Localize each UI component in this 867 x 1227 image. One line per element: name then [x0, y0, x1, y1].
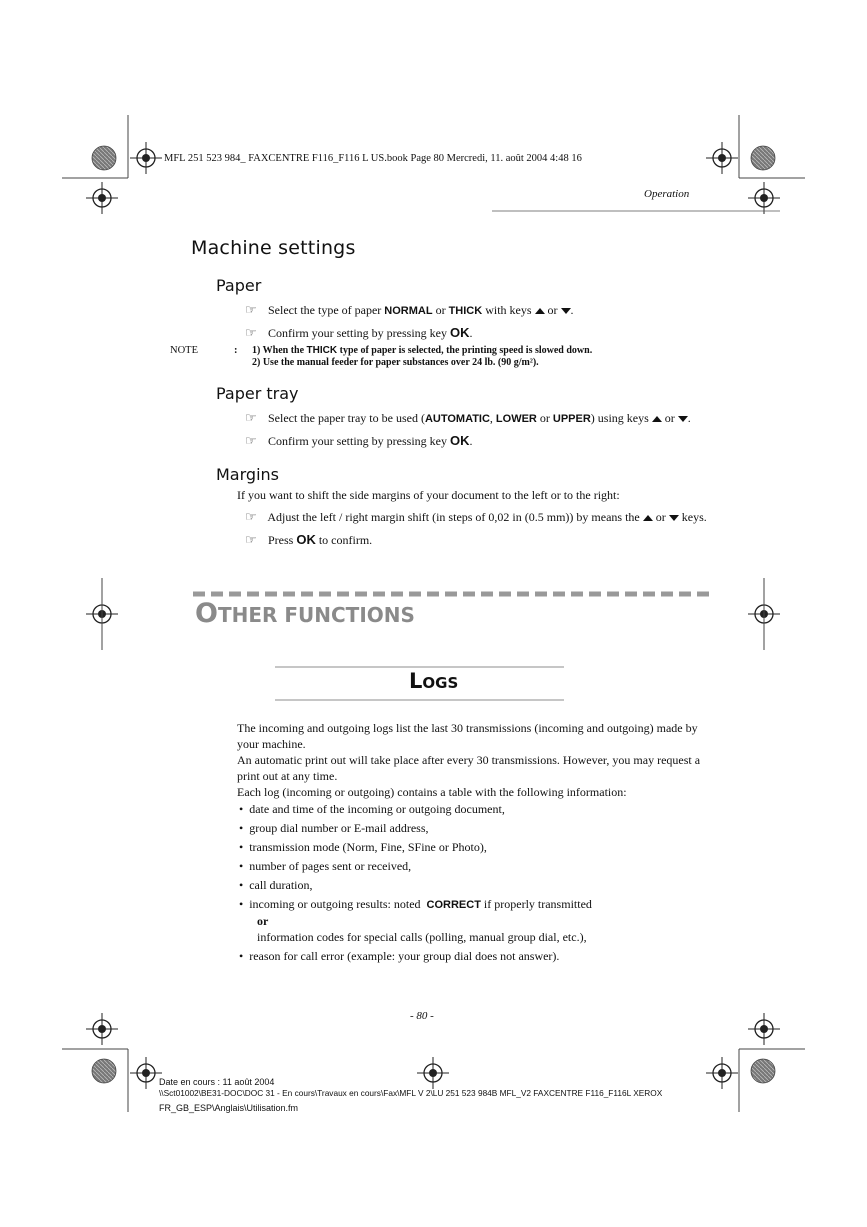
note-label: NOTE — [170, 345, 198, 356]
margins-intro: If you want to shift the side margins of your document to the left or to the right: — [237, 488, 620, 502]
down-arrow-key-icon — [561, 308, 571, 314]
pointing-hand-icon: ☞ — [245, 302, 257, 317]
down-arrow-key-icon — [669, 515, 679, 521]
footer-date: Date en cours : 11 août 2004 — [159, 1077, 275, 1087]
subsection-title-paper-tray: Paper tray — [216, 384, 299, 403]
list-item: • number of pages sent or received, — [239, 859, 412, 873]
pointing-hand-icon: ☞ — [245, 532, 257, 547]
chapter-title-other-functions: OTHER FUNCTIONS — [195, 598, 415, 629]
down-arrow-key-icon — [678, 416, 688, 422]
running-title: Operation — [644, 188, 690, 200]
list-item: • incoming or outgoing results: noted CORRECT if properly transmitted or information codes for special calls (polling, manual group dial, etc.), — [239, 897, 592, 944]
logs-info-list — [239, 801, 709, 967]
up-arrow-key-icon — [535, 308, 545, 314]
pointing-hand-icon: ☞ — [245, 433, 257, 448]
pointing-hand-icon: ☞ — [245, 410, 257, 425]
paper-tray-step-1: ☞ Select the paper tray to be used (AUTOMATIC, LOWER or UPPER) using keys or . — [245, 410, 691, 425]
note-colon: : — [234, 345, 238, 356]
list-item: • call duration, — [239, 878, 313, 892]
subsection-title-paper: Paper — [216, 276, 262, 295]
logs-paragraph-2: An automatic print out will take place after every 30 transmissions. However, you may request a print out at any time. — [237, 753, 701, 783]
section-title-machine-settings: Machine settings — [191, 237, 356, 259]
logs-paragraph-3: Each log (incoming or outgoing) contains a table with the following information: — [237, 785, 627, 799]
book-file-line: MFL 251 523 984_ FAXCENTRE F116_F116 L US.book Page 80 Mercredi, 11. août 2004 4:48 16 — [164, 153, 582, 164]
list-item: • transmission mode (Norm, Fine, SFine or Photo), — [239, 840, 487, 854]
margins-step-2: ☞ Press OK to confirm. — [245, 532, 373, 547]
list-item: • group dial number or E-mail address, — [239, 821, 429, 835]
footer-path-2: FR_GB_ESP\Anglais\Utilisation.fm — [159, 1103, 299, 1113]
paper-step-1: ☞ Select the type of paper NORMAL or THICK with keys or . — [245, 302, 574, 317]
section-title-logs: LOGS — [409, 669, 459, 693]
subsection-title-margins: Margins — [216, 465, 279, 484]
note-line-2: 2) Use the manual feeder for paper substances over 24 lb. (90 g/m²). — [252, 357, 539, 368]
margins-step-1: ☞ Adjust the left / right margin shift (in steps of 0,02 in (0.5 mm)) by means the or keys. — [245, 509, 707, 524]
pointing-hand-icon: ☞ — [245, 325, 257, 340]
note-line-1: 1) When the THICK type of paper is selected, the printing speed is slowed down. — [252, 345, 593, 356]
paper-tray-step-2: ☞ Confirm your setting by pressing key OK. — [245, 433, 473, 448]
paper-step-2: ☞ Confirm your setting by pressing key OK. — [245, 325, 473, 340]
logs-paragraph-1: The incoming and outgoing logs list the last 30 transmissions (incoming and outgoing) made by your machine. — [237, 721, 698, 751]
pointing-hand-icon: ☞ — [245, 509, 257, 524]
page-number: - 80 - — [410, 1010, 434, 1022]
list-item: • reason for call error (example: your group dial does not answer). — [239, 949, 560, 963]
list-item: • date and time of the incoming or outgoing document, — [239, 802, 505, 816]
up-arrow-key-icon — [652, 416, 662, 422]
up-arrow-key-icon — [643, 515, 653, 521]
footer-path: \\Sct01002\BE31-DOC\DOC 31 - En cours\Travaux en cours\Fax\MFL V 2\LU 251 523 984B MFL_V2 FAXCENTRE F116_F116L XEROX — [159, 1088, 663, 1098]
